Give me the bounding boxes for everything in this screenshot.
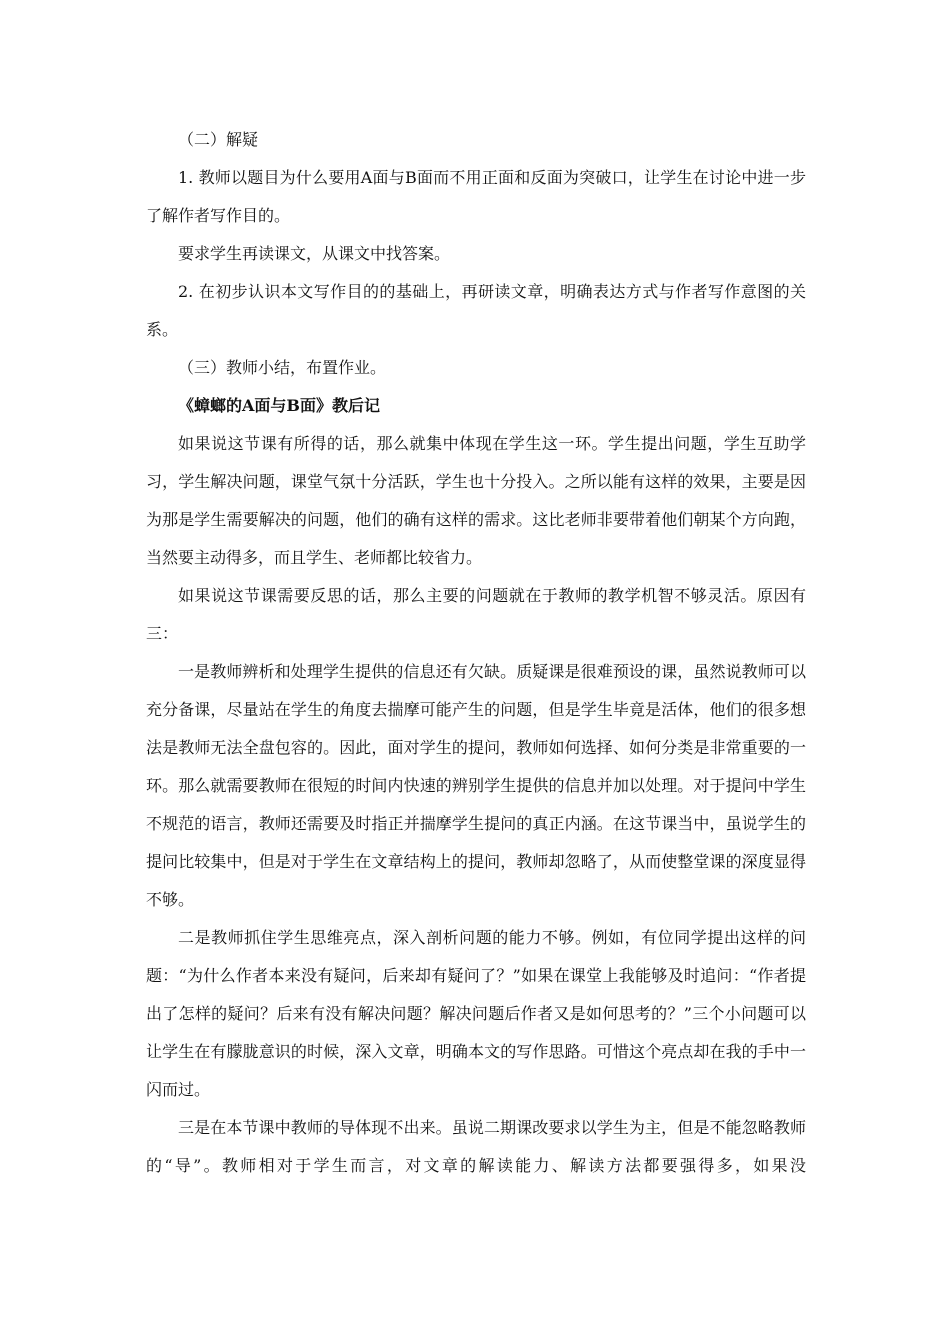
paragraph-item-1: 1. 教师以题目为什么要用A面与B面而不用正面和反面为突破口，让学生在讨论中进一步了解作者写作目的。 [146, 168, 806, 225]
section-heading-summary: （三）教师小结，布置作业。 [178, 358, 387, 377]
paragraph-reflection-intro: 如果说这节课需要反思的话，那么主要的问题就在于教师的教学机智不够灵活。原因有三： [146, 586, 806, 643]
paragraph-reason-2: 二是教师抓住学生思维亮点，深入剖析问题的能力不够。例如，有位同学提出这样的问题：“为什么作者本来没有疑问，后来却有疑问了？”如果在课堂上我能够及时追问：“作者提出了怎样的疑问？后来有没有解决问题？解决问题后作者又是如何思考的？”三个小问题可以让学生在有朦胧意识的时候，深入文章，明确本文的写作思路。可惜这个亮点却在我的手中一闪而过。 [146, 928, 806, 1099]
paragraph-gains: 如果说这节课有所得的话，那么就集中体现在学生这一环。学生提出问题，学生互助学习，学生解决问题，课堂气氛十分活跃，学生也十分投入。之所以能有这样的效果，主要是因为那是学生需要解决的问题，他们的确有这样的需求。这比老师非要带着他们朝某个方向跑，当然要主动得多，而且学生、老师都比较省力。 [146, 434, 806, 567]
document-body [146, 121, 806, 1185]
paragraph-reason-3: 三是在本节课中教师的导体现不出来。虽说二期课改要求以学生为主，但是不能忽略教师的“导”。教师相对于学生而言，对文章的解读能力、解读方法都要强得多，如果没 [146, 1118, 806, 1175]
paragraph-reread: 要求学生再读课文，从课文中找答案。 [178, 244, 451, 263]
reflection-title: 《蟑螂的A面与B面》教后记 [178, 396, 380, 415]
section-heading-jieyi: （二）解疑 [178, 130, 259, 149]
paragraph-reason-1: 一是教师辨析和处理学生提供的信息还有欠缺。质疑课是很难预设的课，虽然说教师可以充分备课，尽量站在学生的角度去揣摩可能产生的问题，但是学生毕竟是活体，他们的很多想法是教师无法全盘包容的。因此，面对学生的提问，教师如何选择、如何分类是非常重要的一环。那么就需要教师在很短的时间内快速的辨别学生提供的信息并加以处理。对于提问中学生不规范的语言，教师还需要及时指正并揣摩学生提问的真正内涵。在这节课当中，虽说学生的提问比较集中，但是对于学生在文章结构上的提问，教师却忽略了，从而使整堂课的深度显得不够。 [146, 662, 806, 909]
paragraph-item-2: 2. 在初步认识本文写作目的的基础上，再研读文章，明确表达方式与作者写作意图的关系。 [146, 282, 806, 339]
